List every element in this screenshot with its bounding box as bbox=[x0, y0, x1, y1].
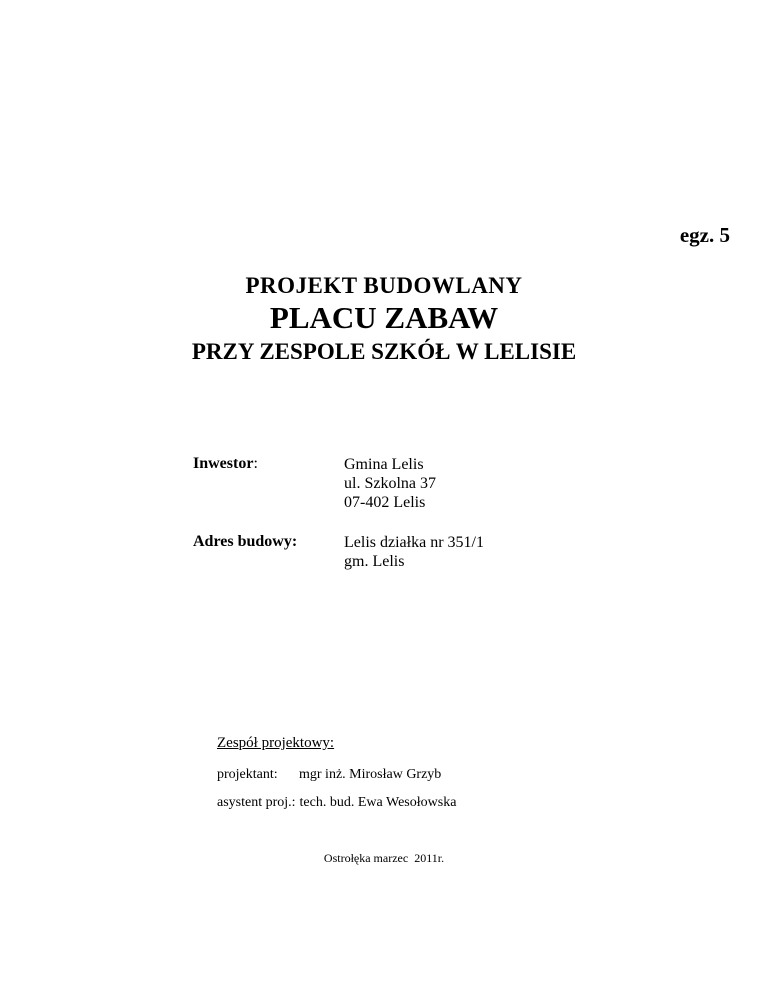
site-address-label-text: Adres budowy: bbox=[193, 533, 298, 550]
investor-street: ul. Szkolna 37 bbox=[344, 475, 436, 492]
investor-postal-city: 07-402 Lelis bbox=[344, 494, 426, 511]
assistant-label: asystent proj.: bbox=[217, 795, 296, 810]
investor-details bbox=[344, 455, 436, 512]
designer-row bbox=[217, 767, 441, 783]
investor-label-colon: : bbox=[253, 455, 258, 472]
investor-label bbox=[193, 455, 258, 473]
site-address-commune: gm. Lelis bbox=[344, 553, 405, 570]
design-team-heading: Zespół projektowy: bbox=[217, 735, 335, 751]
designer-name: mgr inż. Mirosław Grzyb bbox=[299, 767, 442, 782]
designer-label: projektant: bbox=[217, 767, 278, 782]
copy-number: egz. 5 bbox=[679, 223, 730, 247]
investor-label-text: Inwestor bbox=[193, 455, 254, 472]
title-subject: PLACU ZABAW bbox=[269, 300, 499, 335]
title-location: PRZY ZESPOLE SZKÓŁ W LELISIE bbox=[191, 339, 577, 364]
site-address-label bbox=[193, 533, 297, 551]
assistant-row bbox=[217, 795, 456, 811]
site-address-details bbox=[344, 533, 484, 571]
assistant-name: tech. bud. Ewa Wesołowska bbox=[299, 795, 457, 810]
investor-name: Gmina Lelis bbox=[344, 456, 424, 473]
title-project-type: PROJEKT BUDOWLANY bbox=[245, 273, 523, 298]
place-and-date: Ostrołęka marzec 2011r. bbox=[323, 851, 445, 865]
site-address-plot: Lelis działka nr 351/1 bbox=[344, 534, 484, 551]
